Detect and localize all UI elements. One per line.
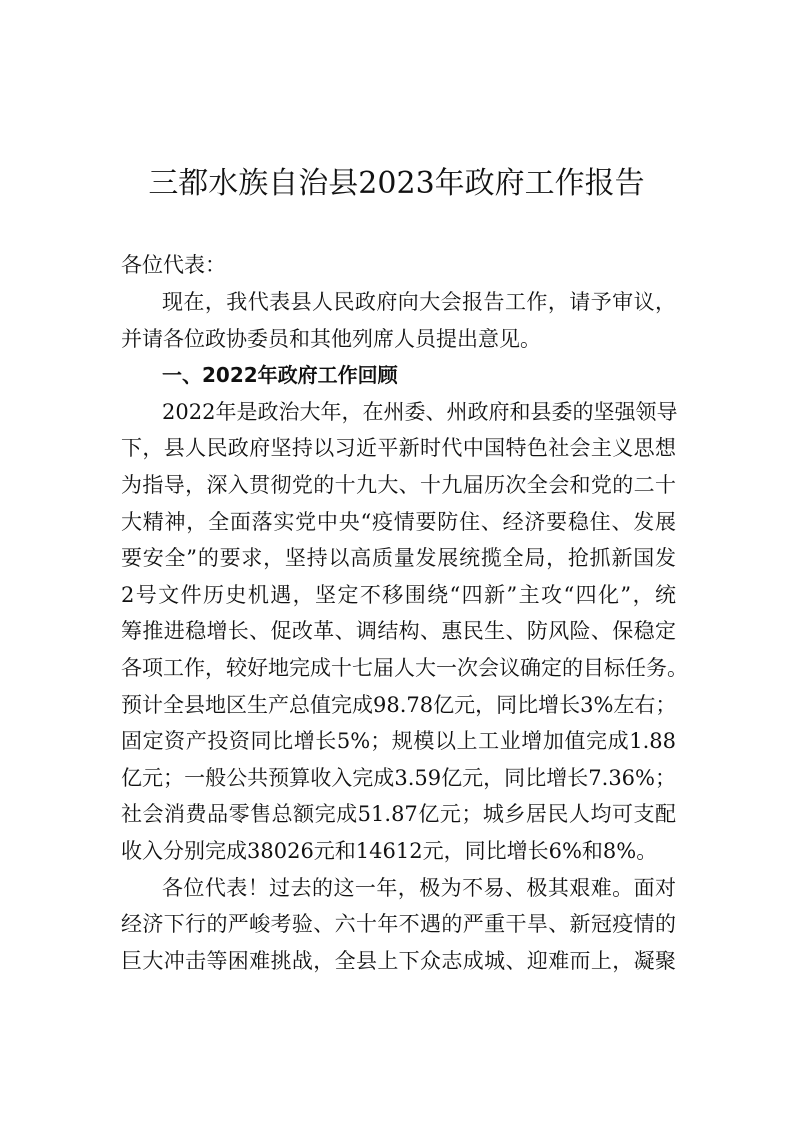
- paragraph-line: 2022年是政治大年，在州委、州政府和县委的坚强领导: [162, 399, 678, 424]
- paragraph-line: 要安全”的要求，坚持以高质量发展统揽全局，抢抓新国发: [121, 546, 676, 571]
- paragraph-line: 下，县人民政府坚持以习近平新时代中国特色社会主义思想: [121, 436, 676, 461]
- paragraph-line: 社会消费品零售总额完成51.87亿元；城乡居民人均可支配: [121, 802, 676, 827]
- paragraph-line: 筹推进稳增长、促改革、调结构、惠民生、防风险、保稳定: [121, 619, 676, 644]
- paragraph-line: 巨大冲击等困难挑战，全县上下众志成城、迎难而上，凝聚: [121, 948, 676, 973]
- paragraph-line: 各位代表！过去的这一年，极为不易、极其艰难。面对: [162, 875, 676, 900]
- paragraph-line: 为指导，深入贯彻党的十九大、十九届历次全会和党的二十: [121, 473, 676, 497]
- paragraph-line: 并请各位政协委员和其他列席人员提出意见。: [121, 326, 541, 351]
- paragraph-line: 2号文件历史机遇，坚定不移围绕“四新”主攻“四化”，统: [121, 582, 676, 607]
- paragraph-line: 现在，我代表县人民政府向大会报告工作，请予审议，: [162, 290, 676, 314]
- paragraph-line: 收入分别完成38026元和14612元，同比增长6%和8%。: [121, 839, 658, 863]
- paragraph-line: 固定资产投资同比增长5%；规模以上工业增加值完成1.88: [121, 729, 676, 754]
- paragraph-line: 预计全县地区生产总值完成98.78亿元，同比增长3%左右；: [121, 692, 677, 717]
- paragraph-line: 经济下行的严峻考验、六十年不遇的严重干旱、新冠疫情的: [121, 912, 676, 937]
- paragraph-line: 各项工作，较好地完成十七届人大一次会议确定的目标任务。: [121, 656, 688, 680]
- document-title: 三都水族自治县2023年政府工作报告: [148, 166, 645, 201]
- salutation: 各位代表：: [121, 253, 226, 277]
- paragraph-line: 亿元；一般公共预算收入完成3.59亿元，同比增长7.36%；: [121, 765, 676, 790]
- paragraph-line: 大精神，全面落实党中央“疫情要防住、经济要稳住、发展: [121, 509, 676, 534]
- section-heading: 一、2022年政府工作回顾: [162, 363, 398, 388]
